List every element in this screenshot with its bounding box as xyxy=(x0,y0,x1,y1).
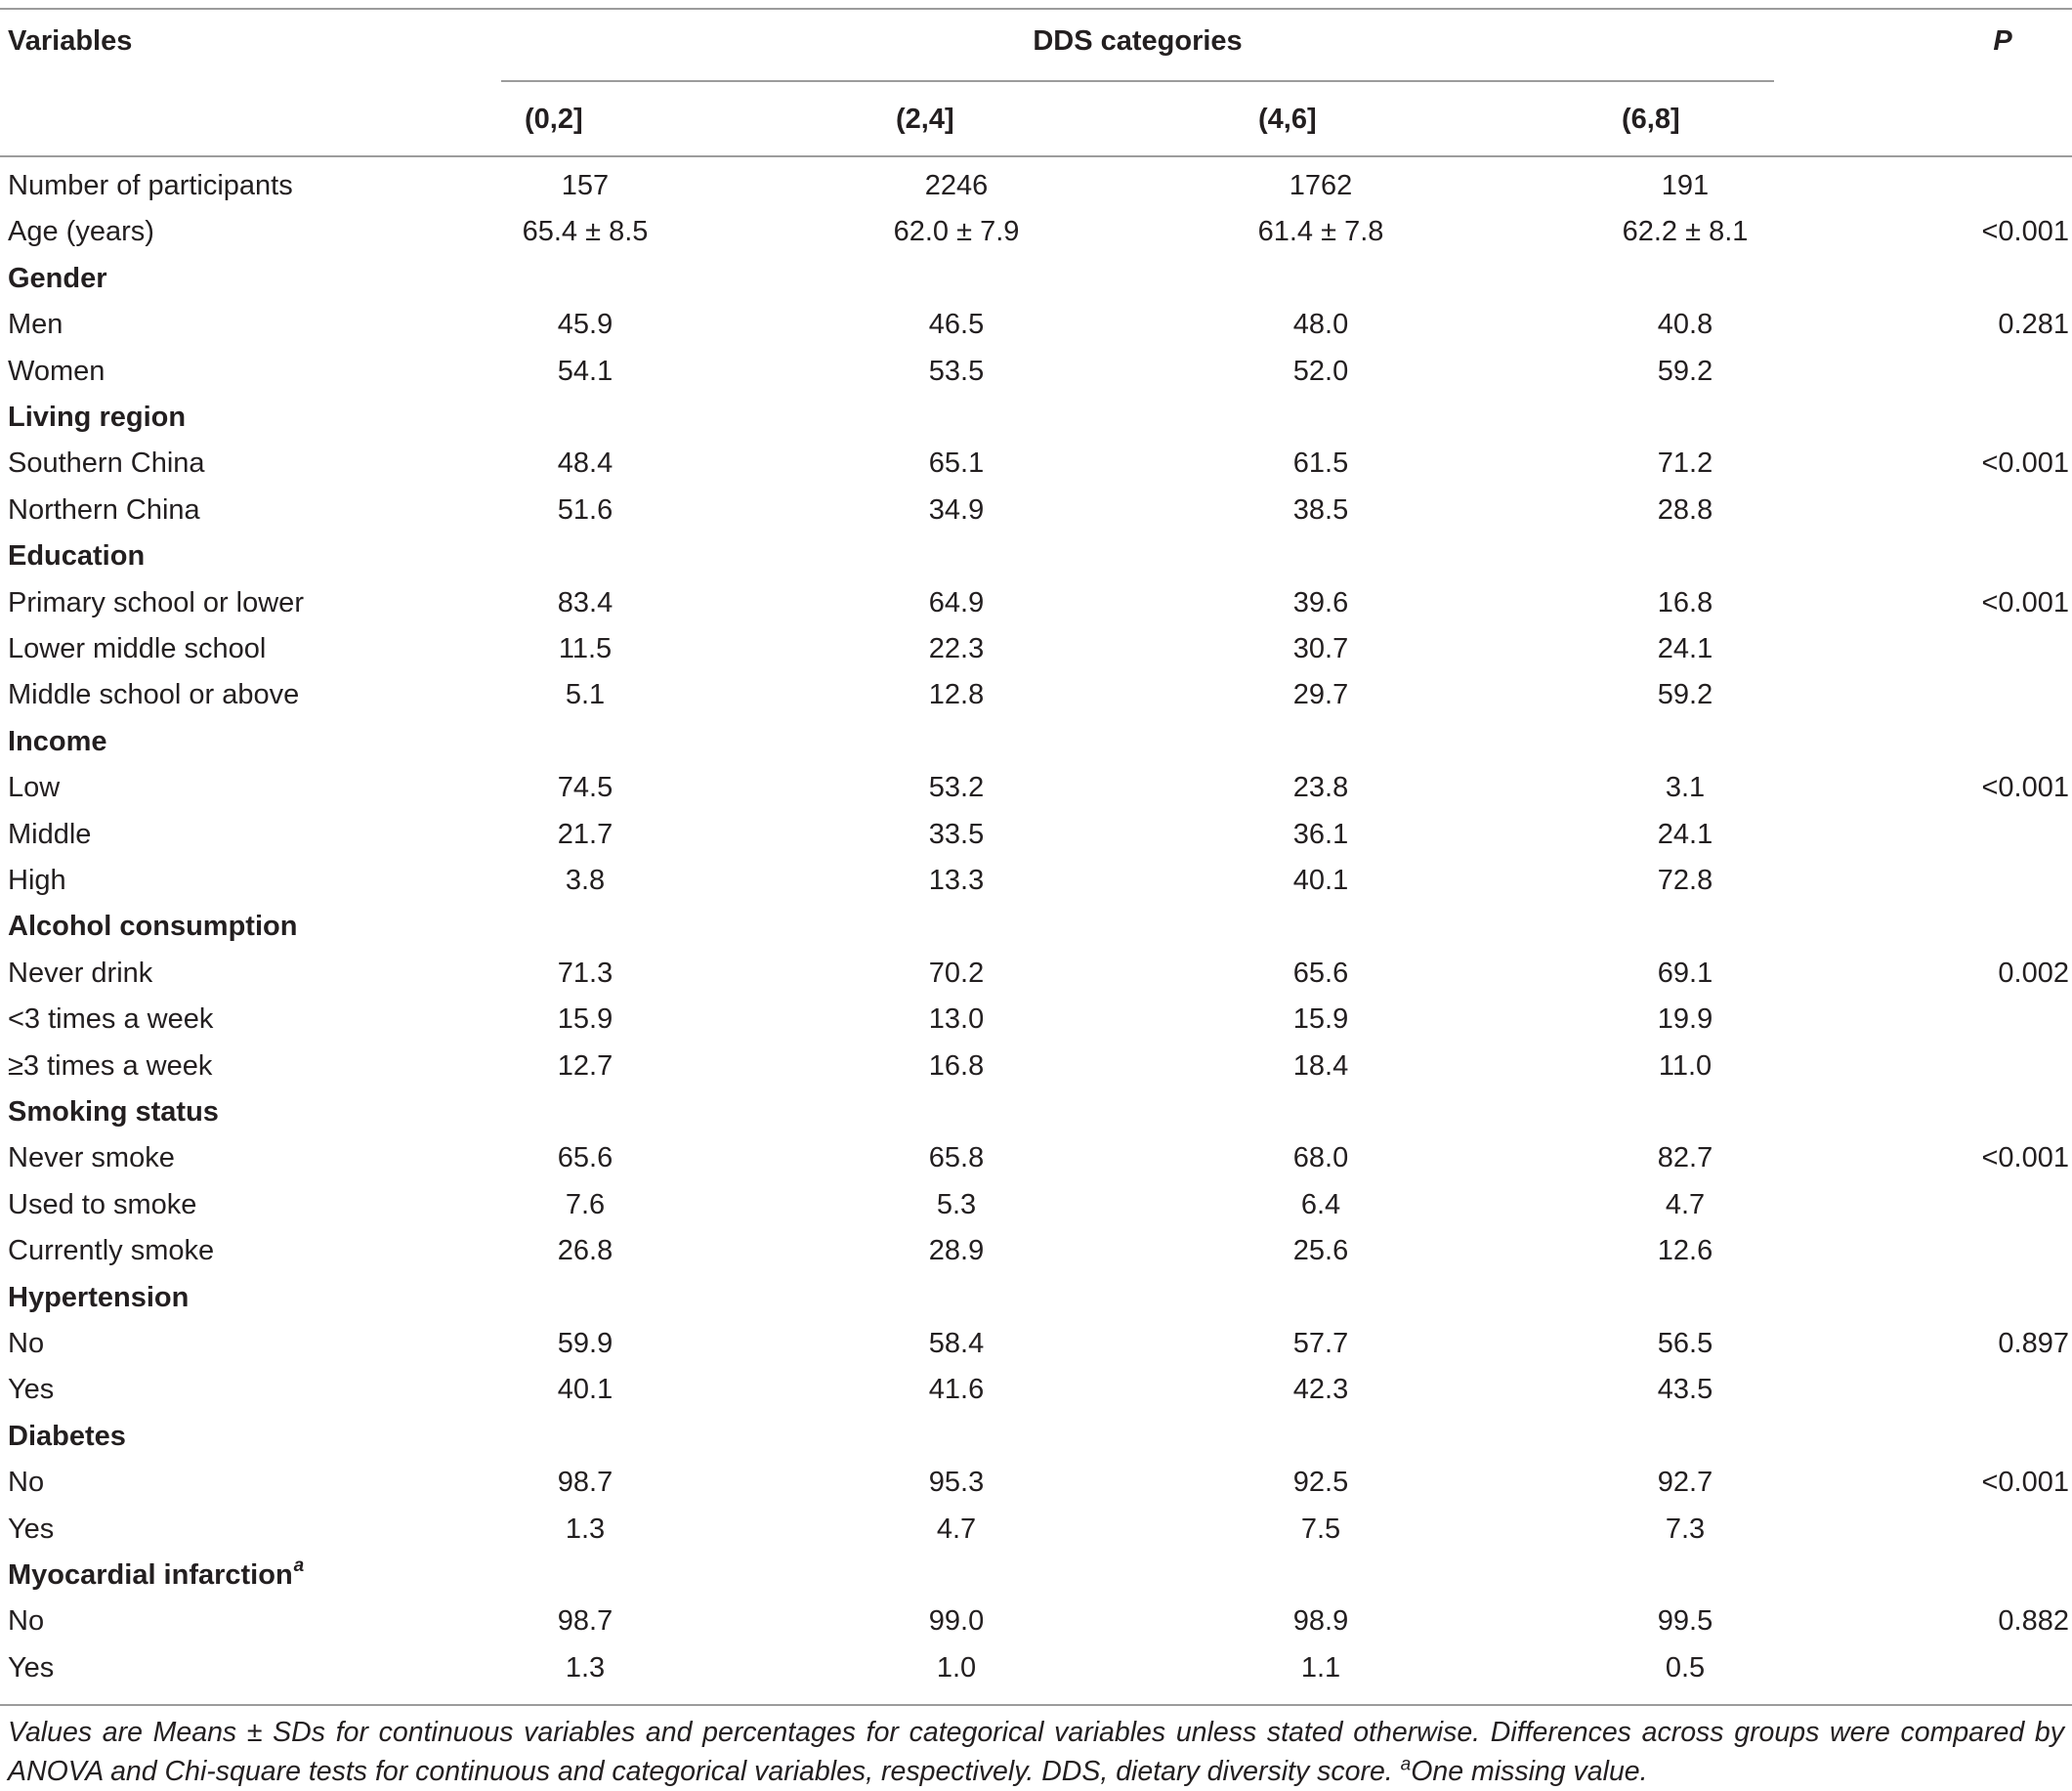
row-label-text: Yes xyxy=(8,1374,55,1406)
table-cell: 51.6 xyxy=(557,493,613,526)
table-cell: 1.3 xyxy=(565,1651,606,1684)
row-label xyxy=(8,956,152,991)
row-label xyxy=(8,817,91,852)
table-cell: 59.2 xyxy=(1657,679,1713,711)
row-label-text: No xyxy=(8,1467,45,1499)
table-cell: 46.5 xyxy=(928,309,985,341)
table-cell: 71.3 xyxy=(557,957,613,989)
table-cell: 30.7 xyxy=(1292,633,1349,664)
table-cell: 11.0 xyxy=(1658,1049,1713,1082)
table-cell: 62.0 ± 7.9 xyxy=(893,216,1020,248)
table-cell: 65.6 xyxy=(557,1142,613,1174)
section-row xyxy=(0,1089,2072,1135)
table-cell: 23.8 xyxy=(1292,772,1349,804)
table-cell: 26.8 xyxy=(557,1235,613,1267)
table-cell: 95.3 xyxy=(928,1467,985,1499)
table-cell: 61.4 ± 7.8 xyxy=(1257,216,1384,248)
table-cell: 12.8 xyxy=(928,679,985,711)
table-cell: 5.1 xyxy=(565,679,606,711)
row-label-text: Yes xyxy=(8,1651,55,1684)
table-cell: 7.3 xyxy=(1665,1513,1706,1545)
row-label-text: High xyxy=(8,865,66,896)
table-cell: 42.3 xyxy=(1292,1374,1349,1406)
row-label-text: ≥3 times a week xyxy=(8,1049,213,1082)
table-row xyxy=(0,997,2072,1043)
section-label xyxy=(8,1419,126,1454)
table-row xyxy=(0,1460,2072,1506)
table-cell: 43.5 xyxy=(1657,1374,1713,1406)
row-label xyxy=(8,863,66,898)
table-cell: 59.9 xyxy=(557,1328,613,1359)
table-cell: 5.3 xyxy=(936,1188,977,1220)
table-cell: 34.9 xyxy=(928,493,985,526)
p-value: 0.897 xyxy=(1998,1328,2069,1359)
p-value: <0.001 xyxy=(1981,772,2069,804)
table-row xyxy=(0,951,2072,997)
table-cell: 64.9 xyxy=(928,586,985,618)
table-cell: 29.7 xyxy=(1292,679,1349,711)
row-label-text: Income xyxy=(8,725,107,757)
row-label xyxy=(8,1465,44,1500)
p-value: <0.001 xyxy=(1981,216,2069,248)
row-label-text: Used to smoke xyxy=(8,1188,197,1220)
row-label-text: No xyxy=(8,1328,45,1359)
table-cell: 157 xyxy=(561,170,610,201)
header-rule xyxy=(0,155,2072,157)
header-dds-categories: DDS categories xyxy=(1033,25,1243,57)
row-label xyxy=(8,585,304,620)
row-label-text: Currently smoke xyxy=(8,1235,215,1267)
section-label xyxy=(8,1094,219,1130)
header-category: (6,8] xyxy=(1622,104,1680,135)
table-cell: 92.7 xyxy=(1657,1467,1713,1499)
table-cell: 48.4 xyxy=(557,448,613,480)
row-label-text: Diabetes xyxy=(8,1420,126,1452)
table-row xyxy=(0,672,2072,718)
header-category: (4,6] xyxy=(1258,104,1317,135)
table-cell: 72.8 xyxy=(1657,865,1713,896)
header-category: (2,4] xyxy=(896,104,954,135)
table-cell: 61.5 xyxy=(1292,448,1349,480)
table-cell: 65.8 xyxy=(928,1142,985,1174)
table-cell: 98.9 xyxy=(1292,1605,1349,1638)
table-cell: 25.6 xyxy=(1292,1235,1349,1267)
table-row xyxy=(0,1321,2072,1367)
row-label-text: Myocardial infarction xyxy=(8,1559,293,1591)
table-cell: 1.3 xyxy=(565,1513,606,1545)
p-value: <0.001 xyxy=(1981,1142,2069,1174)
table-cell: 24.1 xyxy=(1657,633,1713,664)
table-cell: 41.6 xyxy=(928,1374,985,1406)
table-cell: 92.5 xyxy=(1292,1467,1349,1499)
row-label-text: Age (years) xyxy=(8,216,154,248)
table-row xyxy=(0,1599,2072,1644)
table-cell: 3.8 xyxy=(565,865,606,896)
p-value: 0.281 xyxy=(1998,309,2069,341)
row-label xyxy=(8,1140,175,1175)
row-label-text: No xyxy=(8,1605,45,1638)
row-label xyxy=(8,492,200,528)
section-row xyxy=(0,1275,2072,1321)
p-value: 0.002 xyxy=(1998,957,2069,989)
row-label-text: Women xyxy=(8,355,106,387)
section-row xyxy=(0,904,2072,950)
table-cell: 7.5 xyxy=(1300,1513,1341,1545)
table-row xyxy=(0,626,2072,672)
section-row xyxy=(0,395,2072,441)
dds-span-rule xyxy=(501,80,1774,82)
table-cell: 2246 xyxy=(924,170,989,201)
table-cell: 28.8 xyxy=(1657,493,1713,526)
table-cell: 58.4 xyxy=(928,1328,985,1359)
row-label xyxy=(8,1187,196,1222)
footnote-text: Values are Means ± SDs for continuous variables and percentages for categorical variables unless stated otherwise. Differences across groups were compared by ANOVA and Chi-square tests for continuous and categorical variables, respectively. DDS, dietary diversity score. xyxy=(8,1717,2064,1787)
row-label-text: Primary school or lower xyxy=(8,586,304,618)
row-label-text: Number of participants xyxy=(8,170,293,201)
p-value: <0.001 xyxy=(1981,1467,2069,1499)
table-cell: 15.9 xyxy=(1292,1003,1349,1036)
row-label-text: Men xyxy=(8,309,63,341)
table-row xyxy=(0,488,2072,533)
row-label xyxy=(8,1326,44,1361)
table-cell: 13.3 xyxy=(928,865,985,896)
row-label xyxy=(8,1372,54,1407)
section-label xyxy=(8,724,107,759)
section-row xyxy=(0,256,2072,302)
table-cell: 98.7 xyxy=(557,1605,613,1638)
table-cell: 65.6 xyxy=(1292,957,1349,989)
row-label-text: Southern China xyxy=(8,448,205,480)
table-cell: 15.9 xyxy=(557,1003,613,1036)
row-label xyxy=(8,770,60,805)
table-cell: 38.5 xyxy=(1292,493,1349,526)
table-cell: 1762 xyxy=(1289,170,1353,201)
row-label-text: Northern China xyxy=(8,493,200,526)
p-value: <0.001 xyxy=(1981,586,2069,618)
table-row xyxy=(0,349,2072,395)
table-cell: 18.4 xyxy=(1292,1049,1349,1082)
table-cell: 12.6 xyxy=(1657,1235,1713,1267)
table-cell: 1.1 xyxy=(1300,1651,1341,1684)
table-cell: 53.5 xyxy=(928,355,985,387)
table-cell: 39.6 xyxy=(1292,586,1349,618)
row-label xyxy=(8,631,266,666)
section-label xyxy=(8,538,145,574)
table-cell: 0.5 xyxy=(1665,1651,1706,1684)
table-row xyxy=(0,1645,2072,1691)
table-cell: 52.0 xyxy=(1292,355,1349,387)
table-row xyxy=(0,1367,2072,1413)
table-cell: 99.0 xyxy=(928,1605,985,1638)
table-cell: 4.7 xyxy=(936,1513,977,1545)
row-label-text: Yes xyxy=(8,1513,55,1545)
table-row xyxy=(0,858,2072,904)
row-label-text: Education xyxy=(8,540,146,573)
table-cell: 65.1 xyxy=(928,448,985,480)
row-label-text: Middle xyxy=(8,818,92,850)
top-rule xyxy=(0,8,2072,10)
section-row xyxy=(0,533,2072,579)
table-cell: 48.0 xyxy=(1292,309,1349,341)
row-label-text: Alcohol consumption xyxy=(8,911,298,943)
table-cell: 70.2 xyxy=(928,957,985,989)
table-cell: 82.7 xyxy=(1657,1142,1713,1174)
table-cell: 62.2 ± 8.1 xyxy=(1622,216,1749,248)
row-label xyxy=(8,1002,213,1037)
table-cell: 16.8 xyxy=(928,1049,985,1082)
footnote-mark: a xyxy=(293,1556,305,1577)
row-label xyxy=(8,446,205,481)
table-cell: 16.8 xyxy=(1657,586,1713,618)
table-row xyxy=(0,812,2072,858)
table-cell: 54.1 xyxy=(557,355,613,387)
table-cell: 12.7 xyxy=(557,1049,613,1082)
row-label-text: Gender xyxy=(8,262,107,294)
table-row xyxy=(0,163,2072,209)
table-cell: 33.5 xyxy=(928,818,985,850)
table-cell: 22.3 xyxy=(928,633,985,664)
p-value: 0.882 xyxy=(1998,1605,2069,1638)
table-cell: 21.7 xyxy=(557,818,613,850)
row-label-text: Low xyxy=(8,772,61,804)
table-row xyxy=(0,1182,2072,1228)
row-label xyxy=(8,214,154,249)
row-label xyxy=(8,307,63,342)
table-cell: 56.5 xyxy=(1657,1328,1713,1359)
header-variables: Variables xyxy=(8,25,133,57)
table-cell: 40.1 xyxy=(557,1374,613,1406)
section-label xyxy=(8,400,186,435)
row-label-text: Middle school or above xyxy=(8,679,300,711)
section-label xyxy=(8,261,107,296)
table-row xyxy=(0,1507,2072,1553)
row-label-text: Never smoke xyxy=(8,1142,175,1174)
row-label-text: Hypertension xyxy=(8,1281,190,1313)
table-cell: 99.5 xyxy=(1657,1605,1713,1638)
section-row xyxy=(0,1553,2072,1599)
section-row xyxy=(0,719,2072,765)
table-row xyxy=(0,209,2072,255)
table-row xyxy=(0,1135,2072,1181)
row-label xyxy=(8,168,293,203)
table-cell: 57.7 xyxy=(1292,1328,1349,1359)
row-label-text: <3 times a week xyxy=(8,1003,214,1036)
row-label-text: Living region xyxy=(8,402,187,433)
footnote-mark: a xyxy=(1400,1754,1412,1775)
table-cell: 19.9 xyxy=(1657,1003,1713,1036)
section-label xyxy=(8,909,297,944)
table-cell: 40.8 xyxy=(1657,309,1713,341)
table-cell: 1.0 xyxy=(936,1651,977,1684)
table-footnote xyxy=(8,1713,2064,1791)
table-row xyxy=(0,302,2072,348)
table-cell: 6.4 xyxy=(1300,1188,1341,1220)
table-row xyxy=(0,1228,2072,1274)
table-cell: 68.0 xyxy=(1292,1142,1349,1174)
table-row xyxy=(0,765,2072,811)
table-cell: 28.9 xyxy=(928,1235,985,1267)
table-row xyxy=(0,441,2072,487)
table-cell: 36.1 xyxy=(1292,818,1349,850)
table-cell: 4.7 xyxy=(1665,1188,1706,1220)
bottom-rule xyxy=(0,1704,2072,1706)
row-label xyxy=(8,1650,54,1685)
table-cell: 53.2 xyxy=(928,772,985,804)
table-cell: 65.4 ± 8.5 xyxy=(522,216,649,248)
table-row xyxy=(0,1044,2072,1089)
table-cell: 98.7 xyxy=(557,1467,613,1499)
row-label-text: Never drink xyxy=(8,957,153,989)
table-cell: 59.2 xyxy=(1657,355,1713,387)
table-row xyxy=(0,580,2072,626)
row-label-text: Lower middle school xyxy=(8,633,267,664)
row-label xyxy=(8,354,105,389)
table-cell: 191 xyxy=(1661,170,1710,201)
row-label xyxy=(8,1603,44,1639)
table-cell: 83.4 xyxy=(557,586,613,618)
header-p: P xyxy=(1993,25,2012,57)
table-cell: 3.1 xyxy=(1665,772,1706,804)
row-label xyxy=(8,677,299,712)
row-label xyxy=(8,1048,212,1084)
table-cell: 7.6 xyxy=(565,1188,606,1220)
table-cell: 24.1 xyxy=(1657,818,1713,850)
p-value: <0.001 xyxy=(1981,448,2069,480)
header-category: (0,2] xyxy=(525,104,583,135)
section-label xyxy=(8,1280,189,1315)
table-cell: 40.1 xyxy=(1292,865,1349,896)
footnote-mark-text: One missing value. xyxy=(1411,1756,1648,1787)
table-cell: 69.1 xyxy=(1657,957,1713,989)
table-cell: 11.5 xyxy=(558,633,613,664)
section-row xyxy=(0,1414,2072,1460)
table-cell: 74.5 xyxy=(557,772,613,804)
table-cell: 71.2 xyxy=(1657,448,1713,480)
table-cell: 13.0 xyxy=(928,1003,985,1036)
row-label xyxy=(8,1233,214,1268)
section-label xyxy=(8,1557,304,1593)
table-cell: 45.9 xyxy=(557,309,613,341)
row-label xyxy=(8,1512,54,1547)
row-label-text: Smoking status xyxy=(8,1096,219,1128)
